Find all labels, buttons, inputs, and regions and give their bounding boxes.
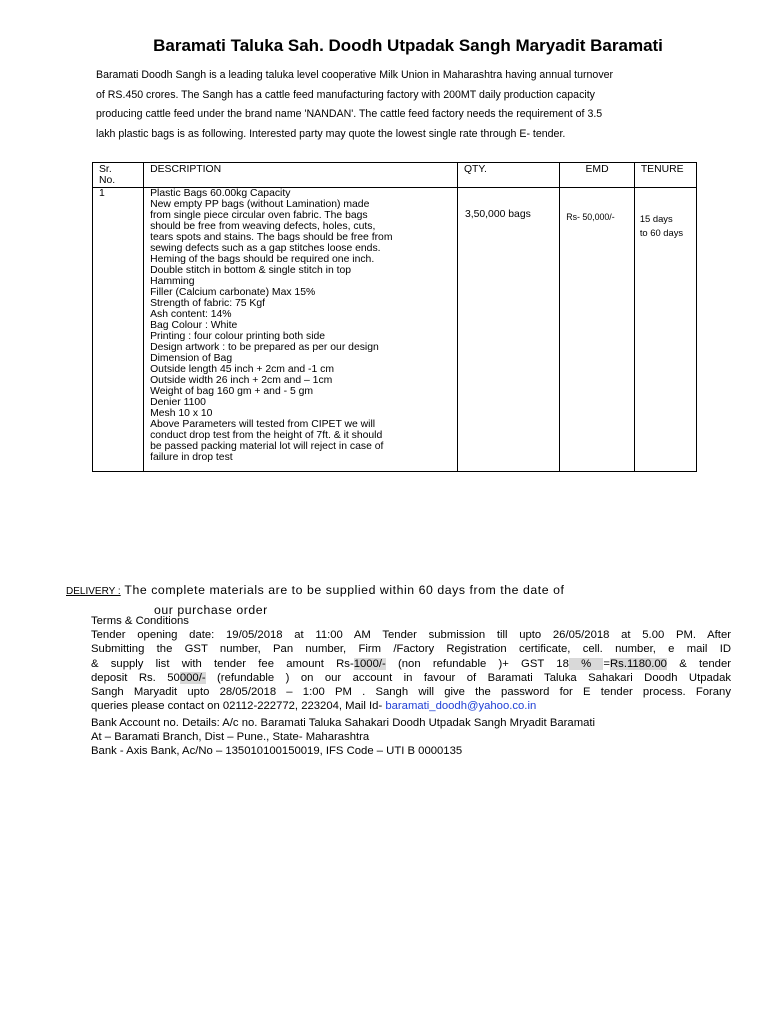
terms-line: [91, 671, 731, 685]
dimension-line: Outside width 26 inch + 2cm and – 1cm: [150, 375, 333, 386]
intro-line: of RS.450 crores. The Sangh has a cattle feed manufacturing factory with 200MT daily production capacity: [96, 88, 595, 101]
terms-text: queries please contact on 02112-222772, 223204, Mail Id-: [91, 700, 386, 713]
email-link[interactable]: baramati_doodh@yahoo.co.in: [385, 700, 537, 713]
cell-description: [144, 188, 458, 472]
cell-tenure: [634, 188, 696, 472]
table-header-row: [93, 163, 697, 188]
desc-line: sewing defects such as a gap stitches loose ends.: [150, 243, 381, 254]
requirements-table: [92, 162, 697, 472]
gst-highlight: %: [568, 657, 604, 670]
table-row: [93, 188, 697, 472]
desc-line: Printing : four colour printing both side: [150, 331, 326, 342]
terms-line: Submitting the GST number, Pan number, Firm /Factory Registration certificate, cell. number, e mail ID: [91, 643, 731, 656]
delivery-text-line2: our purchase order: [154, 603, 268, 617]
deposit-highlight: 000/-: [179, 671, 206, 684]
header-sr-line2: No.: [99, 175, 116, 186]
intro-paragraph: [96, 66, 718, 144]
page-title: Baramati Taluka Sah. Doodh Utpadak Sangh Maryadit Baramati: [153, 36, 663, 55]
intro-line: Baramati Doodh Sangh is a leading taluka level cooperative Milk Union in Maharashtra having annual turnover: [96, 69, 614, 81]
header-sr-no: [93, 163, 144, 188]
header-qty: QTY.: [457, 163, 559, 188]
fee-highlight: 1000/-: [353, 657, 386, 670]
cell-emd: Rs- 50,000/-: [560, 188, 635, 472]
bank-line: Bank - Axis Bank, Ac/No – 135010100150019, IFS Code – UTI B 0000135: [91, 745, 463, 758]
desc-line: Above Parameters will tested from CIPET we will: [150, 419, 376, 430]
header-tenure: TENURE: [634, 163, 696, 188]
desc-line: Hamming: [150, 276, 195, 287]
cell-qty: 3,50,000 bags: [457, 188, 559, 472]
tenure-line1: 15 days: [639, 213, 673, 224]
cell-sr-no: 1: [93, 188, 144, 472]
terms-text: deposit Rs. 50: [91, 671, 180, 684]
terms-text: (non refundable )+ GST 18: [385, 657, 569, 670]
delivery-label: DELIVERY :: [66, 586, 121, 597]
desc-line: conduct drop test from the height of 7ft. & it should: [150, 430, 383, 441]
bank-details: [91, 716, 731, 759]
terms-text: & supply list with tender fee amount Rs-: [91, 657, 354, 670]
desc-line: Filler (Calcium carbonate) Max 15%: [150, 287, 316, 298]
terms-line: [91, 657, 731, 671]
terms-text: & tender: [666, 657, 732, 670]
bank-line: Bank Account no. Details: A/c no. Baramati Taluka Sahakari Doodh Utpadak Sangh Mryadit Baramati: [91, 717, 596, 729]
desc-line: Bag Colour : White: [150, 320, 238, 331]
desc-line: failure in drop test: [150, 452, 233, 463]
desc-line: Heming of the bags should be required one inch.: [150, 254, 375, 265]
terms-text: (refundable ) on our account in favour of Baramati Taluka Sahakari Doodh Utpadak: [205, 671, 731, 684]
desc-line: from single piece circular oven fabric. The bags: [150, 210, 368, 221]
header-description: DESCRIPTION: [144, 163, 458, 188]
terms-line: [91, 699, 731, 713]
desc-line: should be free from weaving defects, holes, cuts,: [150, 221, 376, 232]
denier-line: Denier 1100: [150, 397, 206, 408]
bank-line: At – Baramati Branch, Dist – Pune., State- Maharashtra: [91, 731, 370, 744]
intro-line: lakh plastic bags is as following. Interested party may quote the lowest single rate through E- tender.: [96, 127, 566, 140]
terms-line: Tender opening date: 19/05/2018 at 11:00 AM Tender submission till upto 26/05/2018 at 5.00 PM. After: [91, 629, 731, 642]
dimension-line: Outside length 45 inch + 2cm and -1 cm: [150, 364, 335, 375]
desc-line: Mesh 10 x 10: [150, 408, 213, 419]
terms-text: =: [603, 657, 611, 670]
tenure-line2: to 60 days: [639, 227, 684, 238]
delivery-text-line1: The complete materials are to be supplied within 60 days from the date of: [124, 583, 565, 597]
intro-line: producing cattle feed under the brand name 'NANDAN'. The cattle feed factory needs the requirement of 3.5: [96, 108, 603, 120]
dimension-heading: Dimension of Bag: [150, 353, 233, 364]
terms-section: [91, 614, 731, 713]
desc-line: Design artwork : to be prepared as per our design: [150, 342, 379, 353]
total-highlight: Rs.1180.00: [610, 657, 667, 670]
terms-line: Sangh Maryadit upto 28/05/2018 – 1:00 PM . Sangh will give the password for E tender process. Forany: [91, 686, 731, 699]
dimension-line: Weight of bag 160 gm + and - 5 gm: [150, 386, 314, 397]
desc-line: Double stitch in bottom & single stitch in top: [150, 265, 352, 276]
terms-heading: Terms & Conditions: [91, 615, 189, 627]
desc-line: Ash content: 14%: [150, 309, 232, 320]
desc-title: Plastic Bags 60.00kg Capacity: [150, 188, 291, 199]
header-emd: EMD: [560, 163, 635, 188]
desc-line: tears spots and stains. The bags should be free from: [150, 232, 393, 243]
desc-line: be passed packing material lot will reject in case of: [150, 441, 384, 452]
desc-line: New empty PP bags (without Lamination) made: [150, 199, 370, 210]
desc-line: Strength of fabric: 75 Kgf: [150, 298, 266, 309]
header-sr-line1: Sr.: [99, 164, 112, 175]
